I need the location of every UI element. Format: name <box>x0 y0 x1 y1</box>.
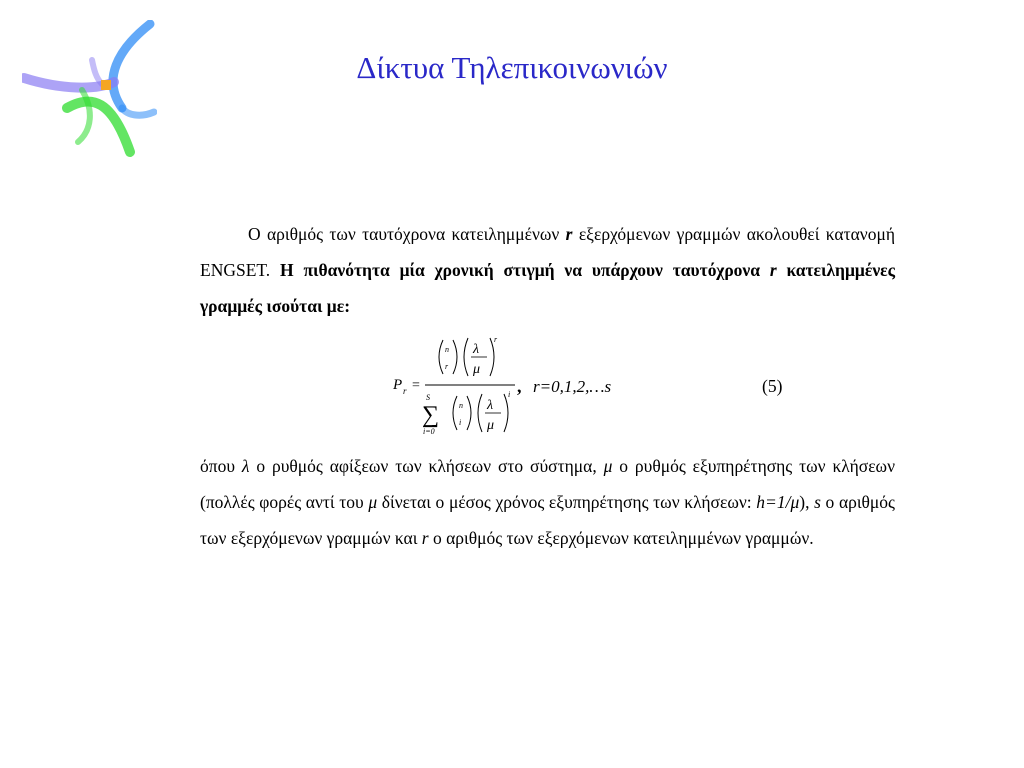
eq-binom-top-r: r <box>445 362 449 371</box>
eq-equals: = <box>412 378 420 393</box>
text-segment: δίνεται ο μέσος χρόνος εξυπηρέτησης των κλήσεων: <box>377 492 757 512</box>
eq-lambda-bot: λ <box>487 398 494 413</box>
eq-exp-r: r <box>494 335 498 344</box>
eq-mu-top: μ <box>473 362 481 377</box>
eq-sum-lower: i=0 <box>423 427 435 436</box>
eq-range: r=0,1,2,…s <box>533 377 612 396</box>
paragraph-definitions <box>200 448 895 556</box>
eq-mu-bot: μ <box>487 418 495 433</box>
text-segment: Ο αριθμός των ταυτόχρονα κατειλημμένων <box>248 224 566 244</box>
var-mu: μ <box>603 456 613 476</box>
engset-equation <box>385 333 805 443</box>
var-r-bold: r <box>769 260 777 280</box>
text-segment: ο ρυθμός εξυπηρέτησης των κλήσεων (πολλές φορές αντί του <box>200 456 895 512</box>
eq-binom-top-n: n <box>445 345 449 354</box>
eq-lambda-top: λ <box>473 342 480 357</box>
bold-text: κατειλημμένες γραμμές ισούται με: <box>200 260 895 316</box>
eq-binom-bot-i: i <box>459 418 462 427</box>
var-r: r <box>565 224 573 244</box>
paragraph-engset-intro <box>200 216 895 324</box>
eq-binom-bot-n: n <box>459 401 463 410</box>
slide-title: Δίκτυα Τηλεπικοινωνιών <box>356 50 668 85</box>
var-lambda: λ <box>241 456 250 476</box>
var-r: r <box>421 528 429 548</box>
equation-number: (5) <box>762 376 783 396</box>
eq-lhs-p: P <box>393 377 403 393</box>
eq-sum-upper: S <box>426 393 430 402</box>
text-segment: ), <box>799 492 815 512</box>
eq-sum-symbol: ∑ <box>422 402 440 428</box>
var-s: s <box>814 492 821 512</box>
text-segment: ο αριθμός των εξερχόμενων γραμμών και <box>200 492 895 548</box>
bold-text: Η πιθανότητα μία χρονική στιγμή να υπάρχουν ταυτόχρονα <box>280 260 770 280</box>
star-logo-icon <box>22 20 157 160</box>
formula-h: h=1/μ <box>756 492 800 512</box>
text-segment: ο αριθμός των εξερχόμενων κατειλημμένων γραμμών. <box>428 528 814 548</box>
text-segment: όπου <box>200 456 242 476</box>
var-mu: μ <box>368 492 378 512</box>
text-segment: εξερχόμενων γραμμών ακολουθεί κατανομή ENGSET. <box>200 224 896 280</box>
eq-lhs-sub: r <box>403 386 407 396</box>
text-segment: ο ρυθμός αφίξεων των κλήσεων στο σύστημα, <box>249 456 604 476</box>
eq-exp-i: i <box>508 390 511 399</box>
eq-comma: , <box>517 376 522 396</box>
